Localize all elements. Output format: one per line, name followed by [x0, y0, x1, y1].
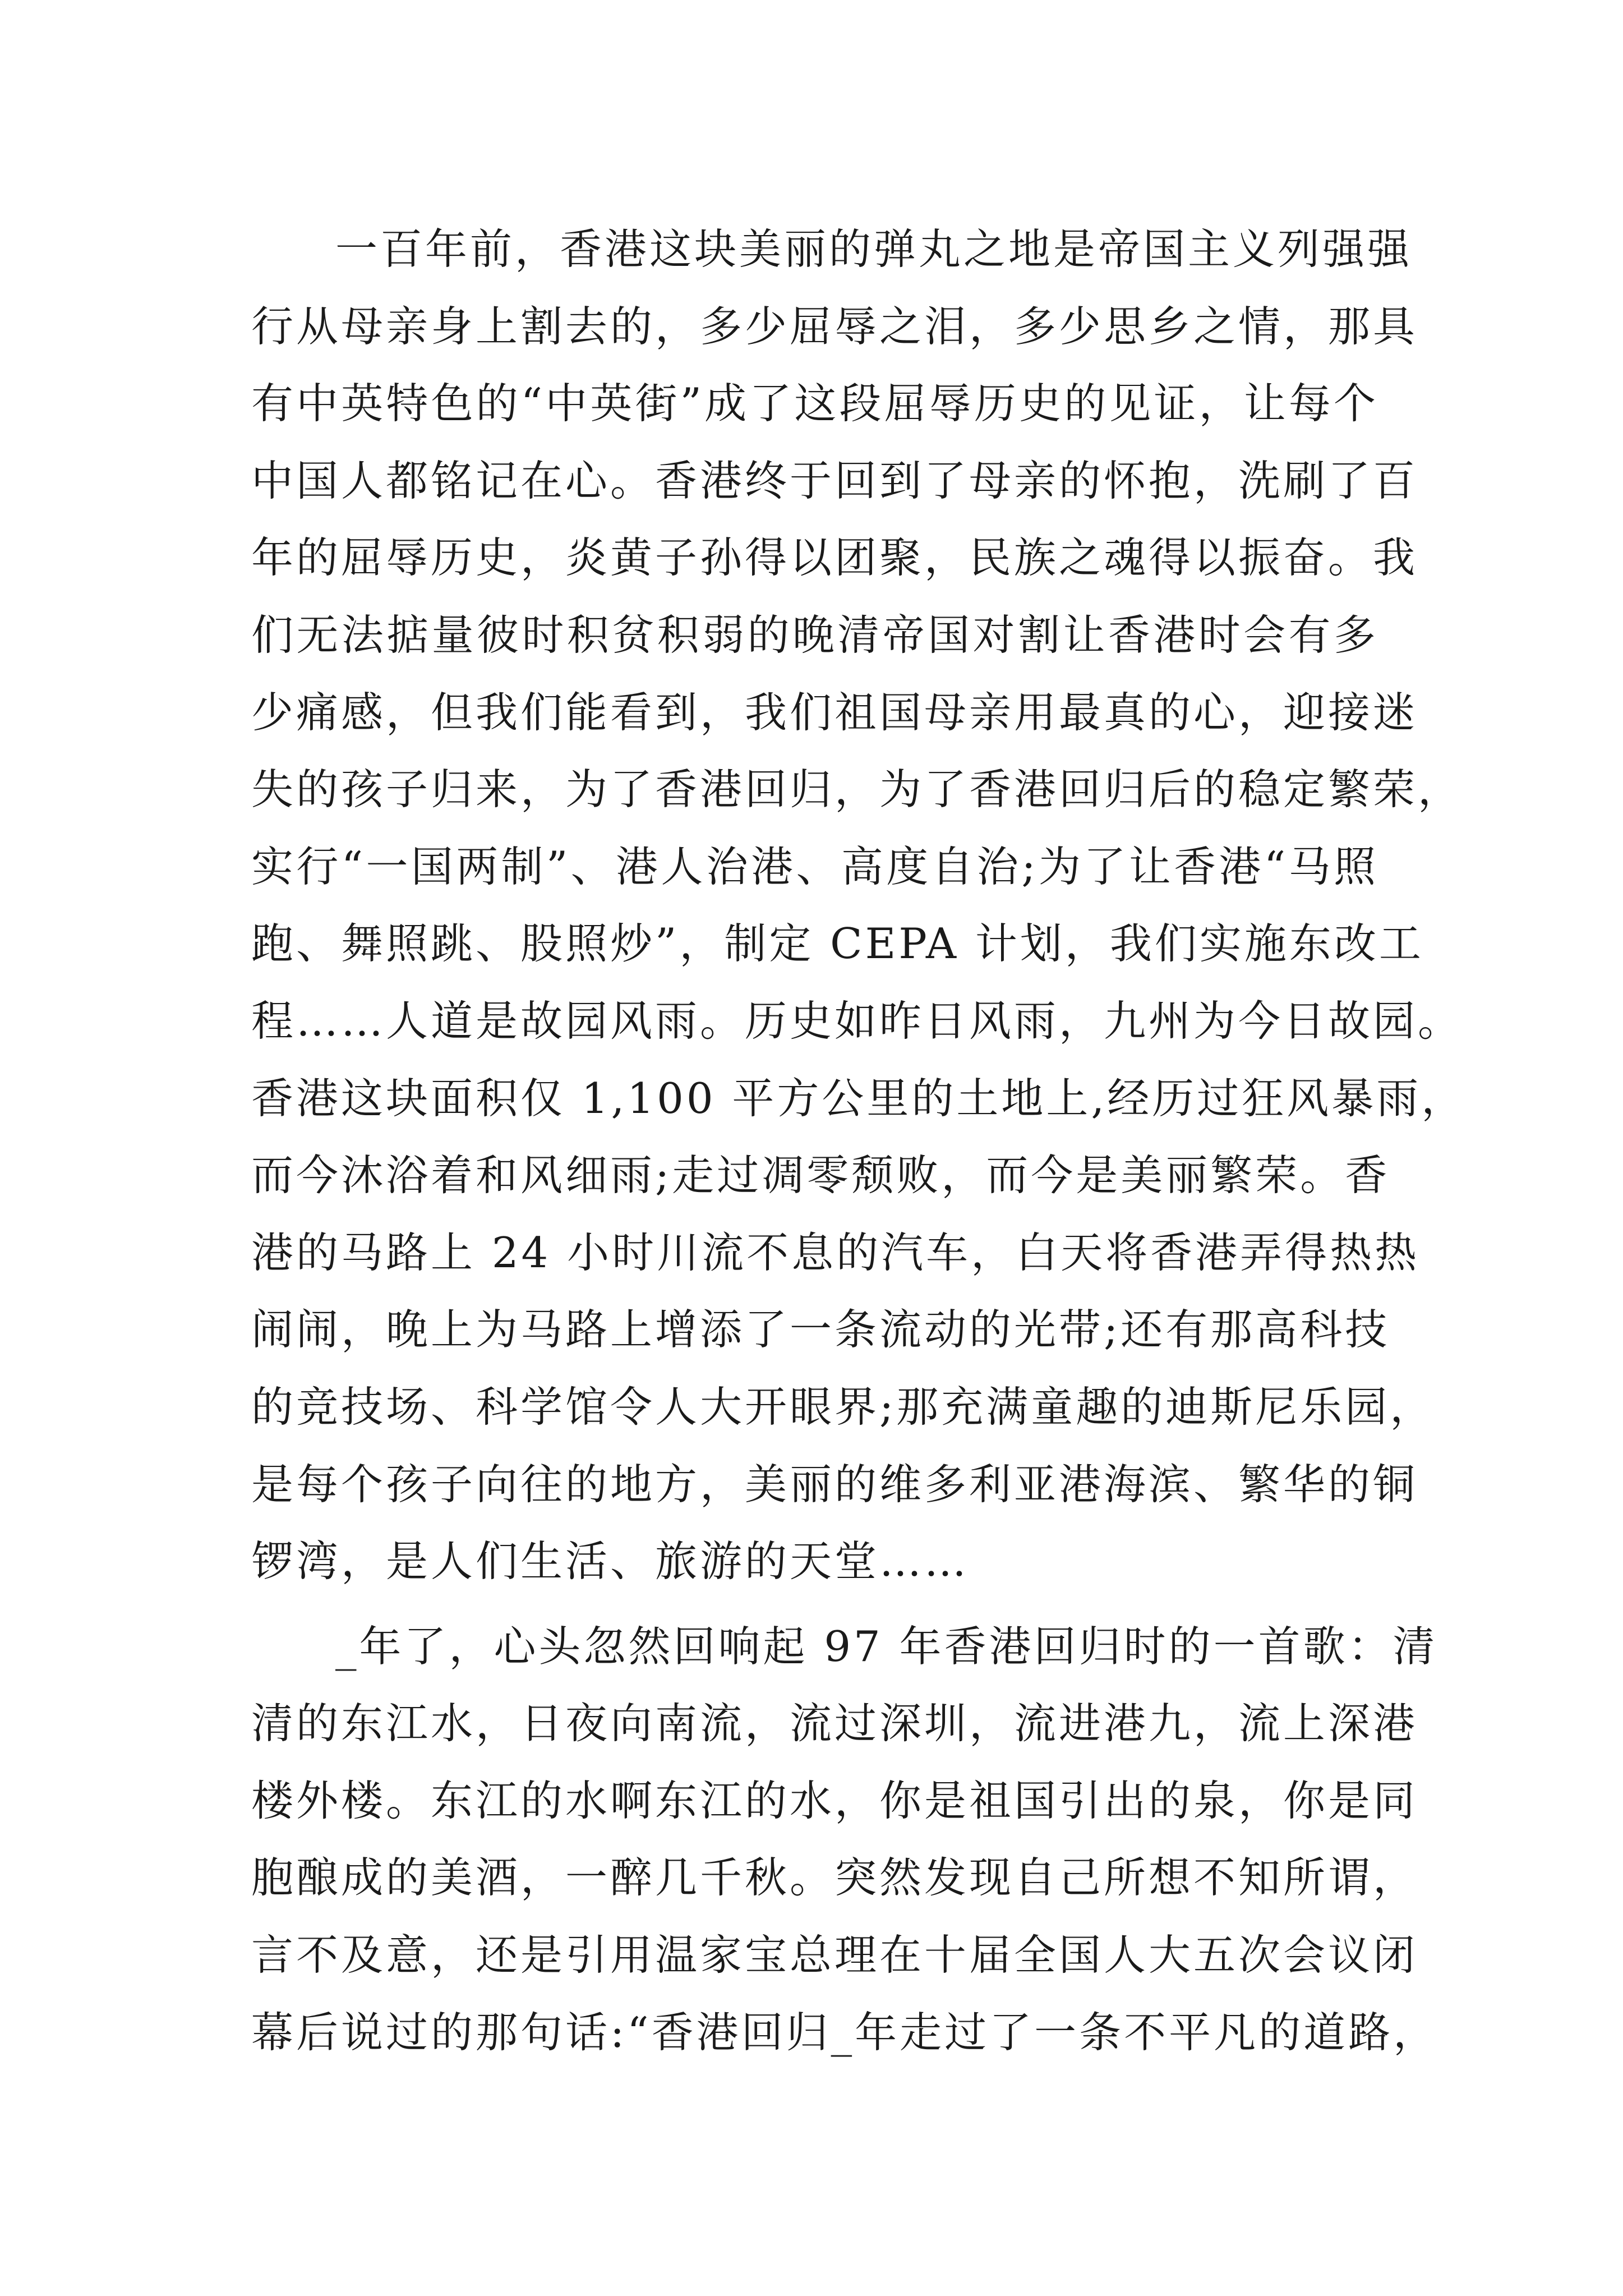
text-line: 是每个孩子向往的地方，美丽的维多利亚港海滨、繁华的铜	[251, 1459, 1418, 1509]
text-line: _年了，心头忽然回响起 97 年香港回归时的一首歌：清	[335, 1621, 1438, 1671]
text-line: 年的屈辱历史，炎黄子孙得以团聚，民族之魂得以振奋。我	[251, 533, 1418, 583]
document-body	[251, 211, 1467, 2071]
text-line: 少痛感，但我们能看到，我们祖国母亲用最真的心，迎接迷	[251, 687, 1418, 737]
text-line: 港的马路上 24 小时川流不息的汽车，白天将香港弄得热热	[251, 1227, 1420, 1277]
text-line: 胞酿成的美酒，一醉几千秋。突然发现自己所想不知所谓，	[251, 1853, 1418, 1903]
text-line: 中国人都铭记在心。香港终于回到了母亲的怀抱，洗刷了百	[251, 455, 1418, 505]
text-line: 失的孩子归来，为了香港回归，为了香港回归后的稳定繁荣，	[251, 765, 1463, 815]
text-line: 跑、舞照跳、股照炒”，制定 CEPA 计划，我们实施东改工	[251, 919, 1424, 969]
text-line: 锣湾，是人们生活、旅游的天堂……	[251, 1536, 970, 1586]
text-line: 实行“一国两制”、港人治港、高度自治;为了让香港“马照	[251, 841, 1378, 891]
text-line: 幕后说过的那句话:“香港回归_年走过了一条不平凡的道路，	[251, 2007, 1438, 2057]
text-line: 清的东江水，日夜向南流，流过深圳，流进港九，流上深港	[251, 1699, 1418, 1749]
paragraph-2	[251, 1608, 1438, 2072]
text-line: 们无法掂量彼时积贫积弱的晚清帝国对割让香港时会有多	[251, 610, 1378, 660]
paragraph-1	[251, 211, 1467, 1600]
text-line: 而今沐浴着和风细雨;走过凋零颓败，而今是美丽繁荣。香	[251, 1151, 1390, 1200]
text-line: 楼外楼。东江的水啊东江的水，你是祖国引出的泉，你是同	[251, 1775, 1418, 1825]
text-line: 闹闹，晚上为马路上增添了一条流动的光带;还有那高科技	[251, 1305, 1390, 1355]
text-line: 的竞技场、科学馆令人大开眼界;那充满童趣的迪斯尼乐园，	[251, 1382, 1435, 1432]
text-line: 言不及意，还是引用温家宝总理在十届全国人大五次会议闭	[251, 1930, 1418, 1980]
text-line: 香港这块面积仅 1,100 平方公里的土地上,经历过狂风暴雨，	[251, 1073, 1467, 1123]
text-line: 行从母亲身上割去的，多少屈辱之泪，多少思乡之情，那具	[251, 301, 1418, 351]
paragraph-spacer	[251, 1600, 1378, 1608]
text-line: 有中英特色的“中英街”成了这段屈辱历史的见证，让每个	[251, 379, 1378, 429]
text-line: 一百年前，香港这块美丽的弹丸之地是帝国主义列强强	[335, 224, 1413, 274]
text-line: 程……人道是故园风雨。历史如昨日风雨，九州为今日故园。	[251, 996, 1463, 1046]
